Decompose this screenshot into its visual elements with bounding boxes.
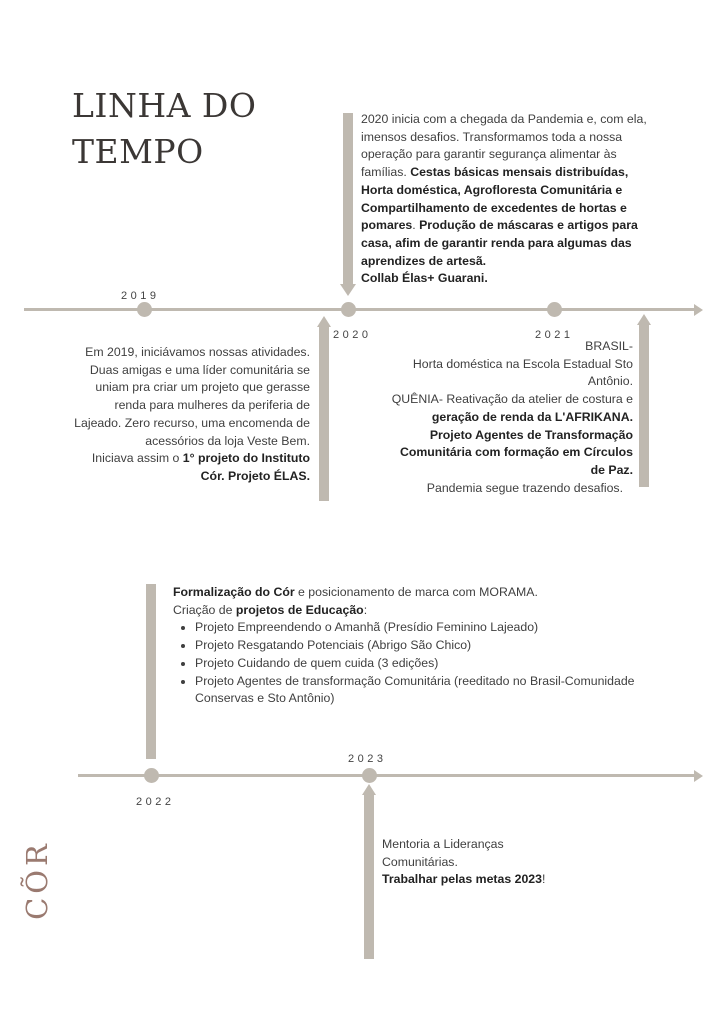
timeline-top-arrow-icon xyxy=(694,304,703,316)
brand-logo: CÕR xyxy=(20,840,54,920)
timeline-bottom-line xyxy=(78,774,696,777)
year-label-2019: 2019 xyxy=(121,290,160,302)
list-item: • Projeto Empreendendo o Amanhã (Presídio Feminino Lajeado) xyxy=(195,619,643,637)
text-2023: Mentoria a Lideranças Comunitárias. Trabalhar pelas metas 2023! xyxy=(382,837,546,887)
year-label-2021: 2021 xyxy=(535,329,574,341)
bar-2021 xyxy=(639,324,649,487)
timeline-dot-2023 xyxy=(362,768,377,783)
education-projects-list xyxy=(173,619,643,708)
text-2020: 2020 inicia com a chegada da Pandemia e, com ela, imensos desafios. Transformamos toda a nossa operação para garantir segurança alimentar às famílias. Cestas básicas mensais distribuídas, Horta doméstica, Agrofloresta Comunitária e Compartilhamento de excedentes de hortas e pomares. Produção de máscaras e artigos para casa, afim de garantir renda para algumas das aprendizes de artesã. Collab Élas+ Guarani. xyxy=(361,112,647,286)
list-item: • Projeto Agentes de transformação Comunitária (reeditado no Brasil-Comunidade Conservas e Sto Antônio) xyxy=(195,673,643,708)
text-2019: Em 2019, iniciávamos nossas atividades. Duas amigas e uma líder comunitária se uniam pra criar um projeto que gerasse renda para mulheres da periferia de Lajeado. Zero recurso, uma encomenda de acessórios da loja Veste Bem. Iniciava assim o 1° projeto do Instituto Cór. Projeto ÉLAS. xyxy=(74,345,310,483)
timeline-top-line xyxy=(24,308,696,311)
list-item: • Projeto Cuidando de quem cuida (3 edições) xyxy=(195,655,643,673)
text-2022: Formalização do Cór e posicionamento de marca com MORAMA. Criação de projetos de Educação: • Projeto Empreendendo o Amanhã (Presídio Feminino Lajeado) • Projeto Resgatando Potenciais (Abrigo São Chico) • Projeto Cuidando de quem cuida (3 edições) • Projeto Agentes de transformação Comunitária (reeditado no Brasil-Comunidade Conservas e Sto Antônio) xyxy=(173,584,643,708)
bar-2020 xyxy=(343,113,353,285)
list-item: • Projeto Resgatando Potenciais (Abrigo São Chico) xyxy=(195,637,643,655)
year-label-2022: 2022 xyxy=(136,796,175,808)
bar-2019 xyxy=(319,326,329,501)
year-label-2023: 2023 xyxy=(348,753,387,765)
timeline-dot-2020 xyxy=(341,302,356,317)
title-line-2: TEMPO xyxy=(72,132,204,171)
title-line-1: LINHA DO xyxy=(72,86,257,125)
page-title xyxy=(72,83,256,175)
bar-2022 xyxy=(146,584,156,759)
text-2021: BRASIL- Horta doméstica na Escola Estadual Sto Antônio. QUÊNIA- Reativação da atelier de costura e geração de renda da L'AFRIKANA. Projeto Agentes de Transformação Comunitária com formação em Círculos de Paz. Pandemia segue trazendo desafios. xyxy=(391,339,633,495)
bar-2023 xyxy=(364,794,374,959)
timeline-dot-2019 xyxy=(137,302,152,317)
timeline-dot-2021 xyxy=(547,302,562,317)
timeline-bottom-arrow-icon xyxy=(694,770,703,782)
bar-2020-arrow-icon xyxy=(340,284,356,296)
timeline-dot-2022 xyxy=(144,768,159,783)
year-label-2020: 2020 xyxy=(333,329,372,341)
